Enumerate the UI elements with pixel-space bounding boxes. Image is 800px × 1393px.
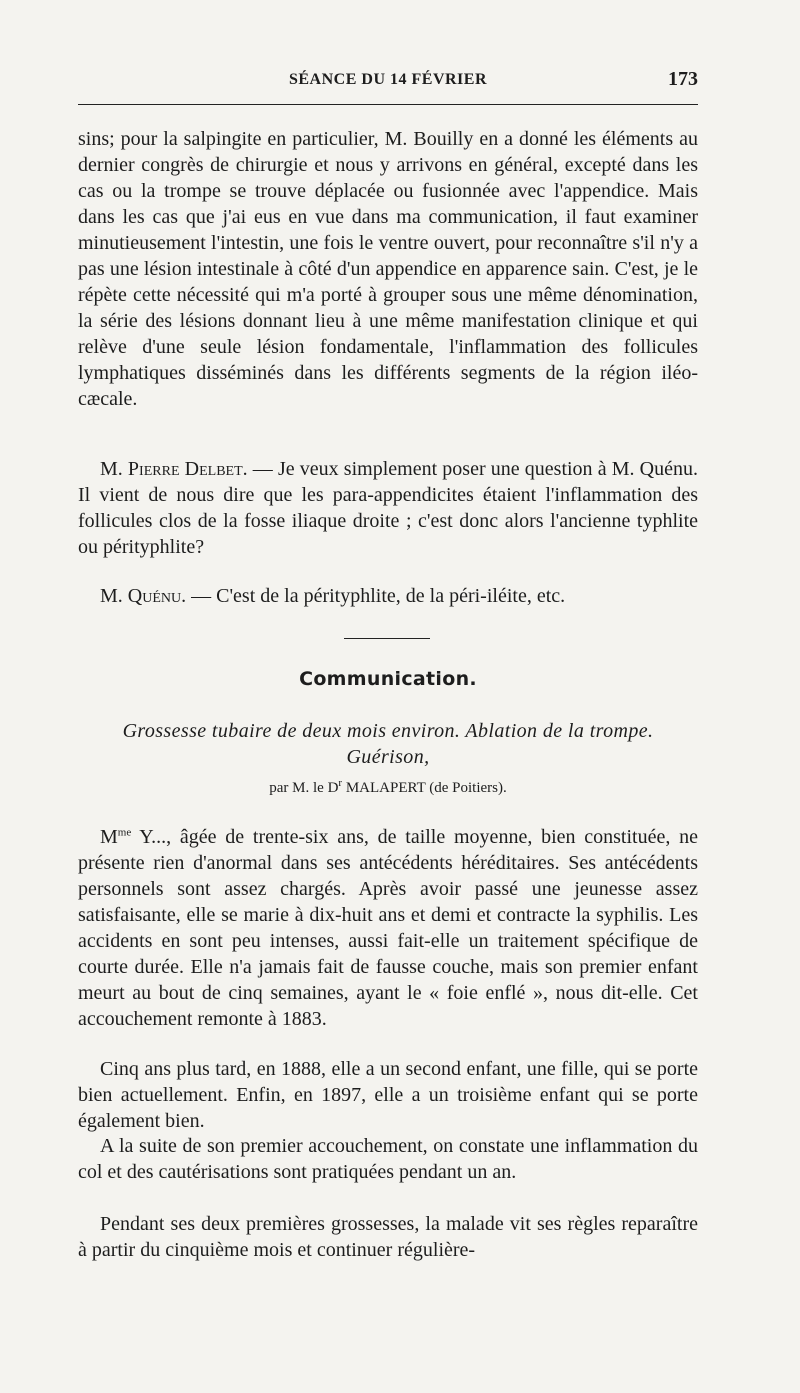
paragraph-quenu-answer xyxy=(78,583,698,609)
article-title xyxy=(78,718,698,770)
header-rule xyxy=(78,104,698,105)
delbet-remark: — Je veux simplement poser une question à M. Quénu. Il vient de nous dire que les para-appendicites étaient l'inflammation des follicules clos de la fosse iliaque droite ; c'est donc alors l'ancienne typhlite ou pérityphlite? xyxy=(78,458,699,558)
speaker-quenu: M. Quénu. xyxy=(100,585,187,607)
page-number: 173 xyxy=(668,68,698,90)
article-title-line-2: Guérison, xyxy=(346,746,430,768)
paragraph-later-children: Cinq ans plus tard, en 1888, elle a un second enfant, une fille, qui se porte bien actuellement. Enfin, en 1897, elle a un troisième enfant qui se porte également bien. xyxy=(78,1058,698,1132)
section-divider xyxy=(344,638,430,639)
speaker-delbet: M. Pierre Delbet. xyxy=(100,458,248,480)
paragraph-inflammation: A la suite de son premier accouchement, on constate une inflammation du col et des cautérisations sont pratiquées pendant un an. xyxy=(78,1135,698,1183)
paragraph-patient-history xyxy=(78,824,698,1032)
byline-prefix: par M. le D xyxy=(269,780,339,796)
article-title-line-1: Grossesse tubaire de deux mois environ. Ablation de la trompe. xyxy=(122,720,654,742)
paragraph-delbet-question xyxy=(78,456,698,560)
quenu-remark: — C'est de la pérityphlite, de la péri-iléite, etc. xyxy=(186,585,566,607)
byline-author: MALAPERT (de Poitiers). xyxy=(342,780,507,796)
paragraph-menstruation: Pendant ses deux premières grossesses, la malade vit ses règles reparaître à partir du cinquième mois et continuer régulière- xyxy=(78,1213,698,1261)
patient-title: M xyxy=(100,826,118,848)
byline-superscript: r xyxy=(338,777,343,789)
section-heading: Communication. xyxy=(299,668,477,690)
running-head xyxy=(78,68,698,92)
patient-history-text: Y..., âgée de trente-six ans, de taille moyenne, bien constituée, ne présente rien d'anormal dans ses antécédents héréditaires. Ses antécédents personnels sont assez chargés. Après avoir passé une jeunesse assez satisfaisante, elle se marie à dix-huit ans et demi et contracte la syphilis. Les accidents en sont peu intenses, aussi fait-elle un traitement spécifique de courte durée. Elle n'a jamais fait de fausse couche, mais son premier enfant meurt au bout de cinq semaines, ayant le « foie enflé », nous dit-elle. Cet accouchement remonte à 1883. xyxy=(78,826,698,1030)
author-byline xyxy=(78,777,698,797)
running-title: SÉANCE DU 14 FÉVRIER xyxy=(288,71,488,88)
paragraph-continued-discussion: sins; pour la salpingite en particulier, M. Bouilly en a donné les éléments au dernier congrès de chirurgie et nous y arrivons en général, excepté dans les cas ou la trompe se trouve déplacée ou fusionnée avec l'appendice. Mais dans les cas que j'ai eus en vue dans ma communication, il faut examiner minutieusement l'intestin, une fois le ventre ouvert, pour reconnaître s'il n'y a pas une lésion intestinale à côté d'un appendice en apparence sain. C'est, je le répète cette nécessité qui m'a porté à grouper sous une même dénomination, la série des lésions donnant lieu à une même manifestation clinique et qui relève d'une seule lésion fondamentale, l'inflammation des follicules lymphatiques disséminés dans les différents segments de la région iléo-cæcale. xyxy=(78,128,698,410)
patient-title-superscript: me xyxy=(117,826,132,839)
book-page xyxy=(78,0,698,1393)
